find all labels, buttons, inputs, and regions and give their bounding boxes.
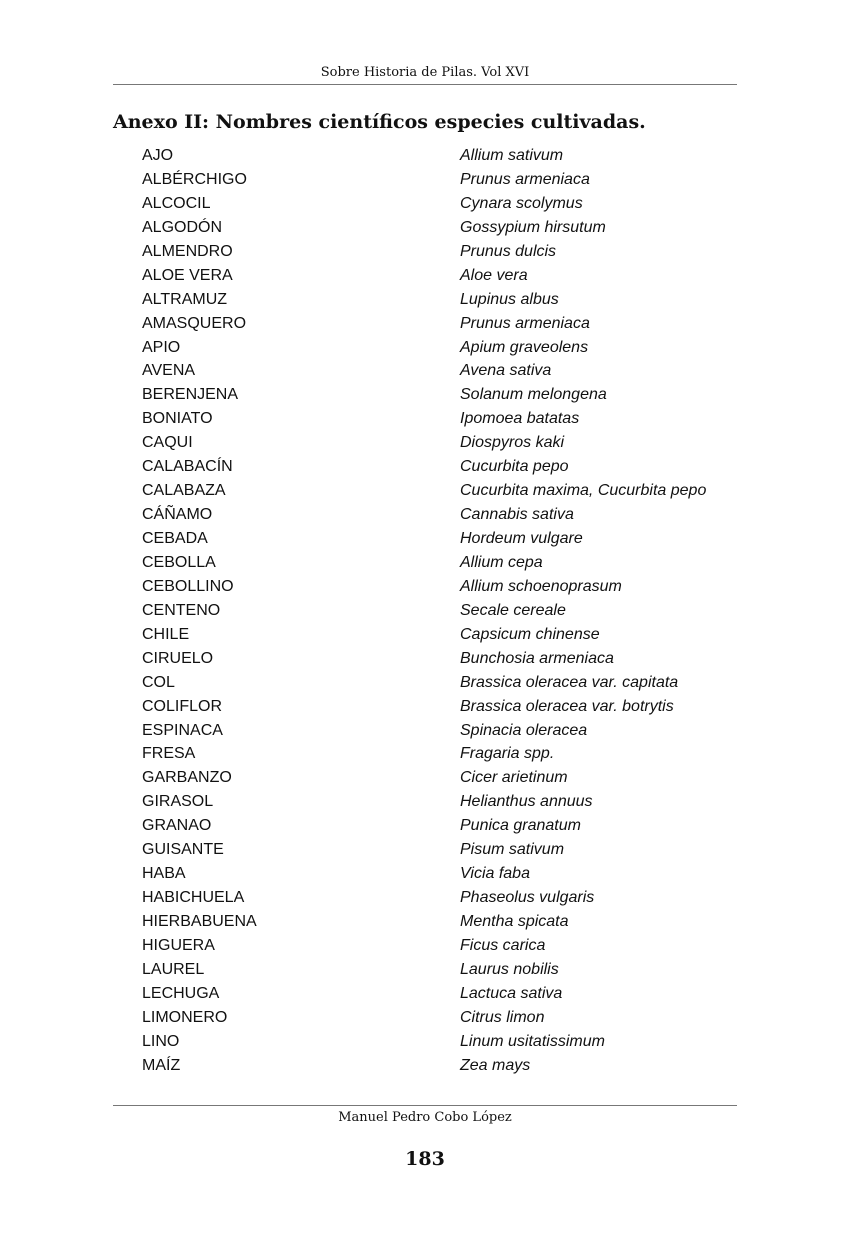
species-row xyxy=(142,1054,742,1078)
common-name: ALTRAMUZ xyxy=(142,290,228,308)
species-row xyxy=(142,479,742,503)
scientific-name: Hordeum vulgare xyxy=(460,530,583,547)
species-row xyxy=(142,144,742,168)
species-row xyxy=(142,838,742,862)
common-name: APIO xyxy=(142,338,181,356)
common-name: HIGUERA xyxy=(142,936,215,954)
species-row xyxy=(142,551,742,575)
author-footer: Manuel Pedro Cobo López xyxy=(338,1110,512,1125)
common-name: AJO xyxy=(142,147,174,164)
common-name: GRANAO xyxy=(142,817,212,835)
common-name: ALMENDRO xyxy=(142,242,233,260)
scientific-name: Vicia faba xyxy=(460,865,530,883)
scientific-name: Punica granatum xyxy=(460,817,581,835)
section-title: Anexo II: Nombres científicos especies cultivadas. xyxy=(113,111,646,133)
common-name: COL xyxy=(142,673,175,691)
scientific-name: Ficus carica xyxy=(460,936,546,954)
common-name: LAUREL xyxy=(142,960,205,978)
species-row xyxy=(142,192,742,216)
common-name: HABA xyxy=(142,865,186,883)
species-row xyxy=(142,383,742,407)
species-row xyxy=(142,599,742,623)
footer-rule xyxy=(113,1105,737,1106)
scientific-name: Capsicum chinense xyxy=(460,625,600,643)
header-rule xyxy=(113,84,737,85)
common-name: GUISANTE xyxy=(142,841,224,859)
scientific-name: Bunchosia armeniaca xyxy=(460,649,614,667)
species-row xyxy=(142,695,742,719)
scientific-name: Linum usitatissimum xyxy=(460,1032,605,1050)
species-row xyxy=(142,216,742,240)
scientific-name: Ipomoea batatas xyxy=(460,410,580,428)
page-number: 183 xyxy=(405,1148,445,1170)
common-name: CEBOLLA xyxy=(142,553,216,571)
species-row xyxy=(142,766,742,790)
species-row xyxy=(142,1030,742,1054)
common-name: HIERBABUENA xyxy=(142,913,257,930)
species-row xyxy=(142,336,742,360)
common-name: ALBÉRCHIGO xyxy=(142,170,247,188)
scientific-name: Cicer arietinum xyxy=(460,769,568,787)
common-name: LINO xyxy=(142,1032,180,1050)
scientific-name: Lupinus albus xyxy=(460,290,559,308)
scientific-name: Allium cepa xyxy=(460,553,543,571)
common-name: ESPINACA xyxy=(142,721,223,739)
common-name: CEBOLLINO xyxy=(142,577,234,595)
scientific-name: Avena sativa xyxy=(460,362,552,380)
common-name: GARBANZO xyxy=(142,769,232,787)
species-row xyxy=(142,431,742,455)
species-row xyxy=(142,814,742,838)
scientific-name: Gossypium hirsutum xyxy=(460,218,606,236)
common-name: ALCOCIL xyxy=(142,194,211,212)
species-row xyxy=(142,503,742,527)
scientific-name: Secale cereale xyxy=(460,601,566,619)
scientific-name: Apium graveolens xyxy=(460,338,589,356)
common-name: LECHUGA xyxy=(142,984,220,1002)
species-row xyxy=(142,982,742,1006)
species-row xyxy=(142,455,742,479)
common-name: CENTENO xyxy=(142,601,221,619)
common-name: CÁÑAMO xyxy=(142,506,213,524)
species-row xyxy=(142,862,742,886)
species-row xyxy=(142,1006,742,1030)
scientific-name: Helianthus annuus xyxy=(460,793,593,811)
species-row xyxy=(142,719,742,743)
species-row xyxy=(142,264,742,288)
species-row xyxy=(142,240,742,264)
common-name: BERENJENA xyxy=(142,386,239,404)
species-row xyxy=(142,168,742,192)
scientific-name: Spinacia oleracea xyxy=(460,721,588,739)
scientific-name: Prunus armeniaca xyxy=(460,314,590,332)
scientific-name: Brassica oleracea var. capitata xyxy=(460,673,679,691)
scientific-name: Prunus dulcis xyxy=(460,242,557,260)
scientific-name: Allium schoenoprasum xyxy=(460,577,622,595)
species-row xyxy=(142,575,742,599)
scientific-name: Diospyros kaki xyxy=(460,434,565,452)
common-name: HABICHUELA xyxy=(142,889,245,907)
scientific-name: Cucurbita maxima, Cucurbita pepo xyxy=(460,482,707,500)
scientific-name: Aloe vera xyxy=(460,266,528,284)
scientific-name: Brassica oleracea var. botrytis xyxy=(460,697,674,715)
species-row xyxy=(142,407,742,431)
species-row xyxy=(142,527,742,551)
scientific-name: Phaseolus vulgaris xyxy=(460,889,595,907)
scientific-name: Prunus armeniaca xyxy=(460,170,590,188)
species-table xyxy=(142,144,742,1078)
species-row xyxy=(142,910,742,934)
common-name: ALOE VERA xyxy=(142,266,233,284)
scientific-name: Cannabis sativa xyxy=(460,506,574,524)
scientific-name: Citrus limon xyxy=(460,1008,545,1026)
species-row xyxy=(142,647,742,671)
common-name: CIRUELO xyxy=(142,649,214,667)
scientific-name: Cynara scolymus xyxy=(460,194,583,212)
common-name: COLIFLOR xyxy=(142,697,223,715)
scientific-name: Zea mays xyxy=(460,1056,531,1074)
common-name: FRESA xyxy=(142,745,196,763)
species-row xyxy=(142,958,742,982)
common-name: BONIATO xyxy=(142,410,213,428)
common-name: AVENA xyxy=(142,362,196,380)
scientific-name: Laurus nobilis xyxy=(460,960,559,978)
common-name: LIMONERO xyxy=(142,1008,228,1026)
common-name: CHILE xyxy=(142,625,190,643)
species-row xyxy=(142,790,742,814)
scientific-name: Fragaria spp. xyxy=(460,745,555,763)
common-name: CEBADA xyxy=(142,530,208,547)
species-row xyxy=(142,742,742,766)
species-row xyxy=(142,359,742,383)
species-row xyxy=(142,288,742,312)
common-name: CALABAZA xyxy=(142,482,226,500)
common-name: GIRASOL xyxy=(142,793,214,811)
species-row xyxy=(142,671,742,695)
common-name: ALGODÓN xyxy=(142,218,223,236)
species-row xyxy=(142,312,742,336)
scientific-name: Pisum sativum xyxy=(460,841,565,859)
scientific-name: Lactuca sativa xyxy=(460,984,563,1002)
scientific-name: Cucurbita pepo xyxy=(460,458,569,476)
common-name: AMASQUERO xyxy=(142,314,247,332)
scientific-name: Allium sativum xyxy=(460,147,564,164)
scientific-name: Mentha spicata xyxy=(460,913,569,930)
common-name: CAQUI xyxy=(142,434,193,452)
species-row xyxy=(142,623,742,647)
species-row xyxy=(142,934,742,958)
running-header: Sobre Historia de Pilas. Vol XVI xyxy=(320,65,530,80)
common-name: CALABACÍN xyxy=(142,458,233,476)
species-row xyxy=(142,886,742,910)
scientific-name: Solanum melongena xyxy=(460,386,607,404)
common-name: MAÍZ xyxy=(142,1056,181,1074)
